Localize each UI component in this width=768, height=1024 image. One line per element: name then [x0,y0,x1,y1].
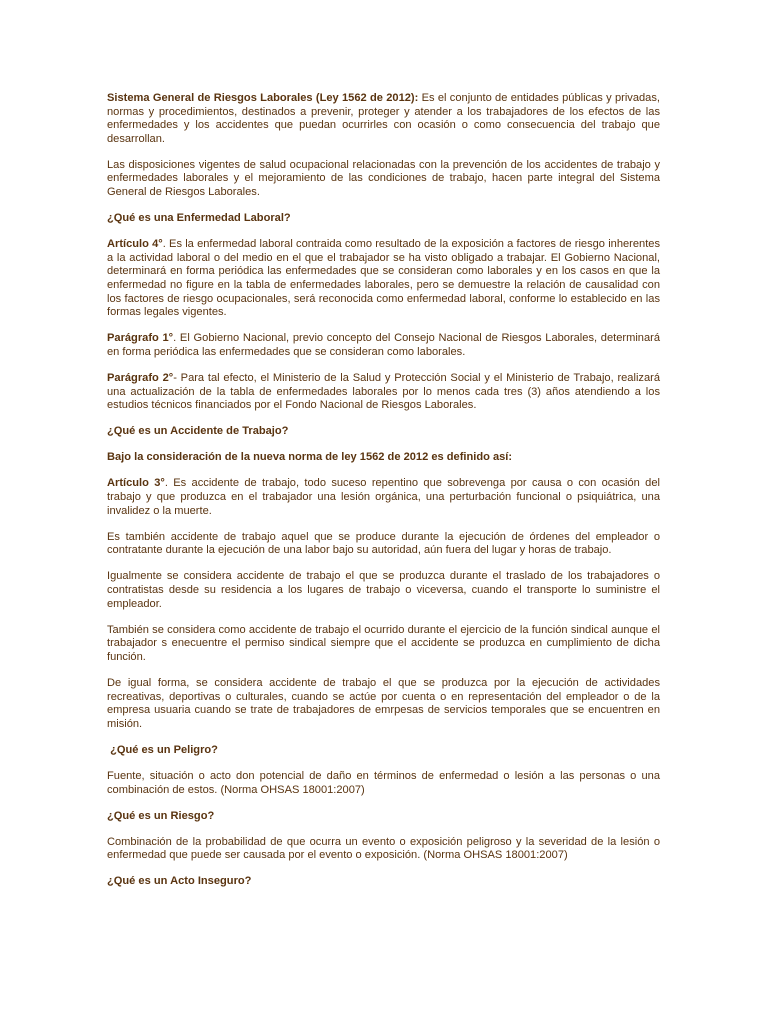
articulo-4-paragraph [107,238,660,320]
articulo-3-paragraph [107,477,660,518]
accidente-subheading: Bajo la consideración de la nueva norma de ley 1562 de 2012 es definido así: [107,451,513,464]
articulo-4-label: Artículo 4° [107,238,163,251]
articulo-3-text: . Es accidente de trabajo, todo suceso repentino que sobrevenga por causa o con ocasión del trabajo y que produzca en el trabajador una lesión orgánica, una perturbación funcional o psiquiátrica, una invalidez o la muerte. [107,477,660,517]
accidente-paragraph-2: Igualmente se considera accidente de trabajo el que se produzca durante el traslado de los trabajadores o contratistas desde su residencia a los lugares de trabajo o viceversa, cuando el transporte lo suministre el empleador. [107,570,660,610]
articulo-4-text: . Es la enfermedad laboral contraida como resultado de la exposición a factores de riesgo inherentes a la actividad laboral o del medio en el que el trabajador se ha visto obligado a trabajar. El Gobierno Nacional, determinará en forma periódica las enfermedades que se consideran como laborales y en los casos en que la enfermedad no figure en la tabla de enfermedades laborales, pero se demuestre la relación de causalidad con los factores de riesgo ocupacionales, será reconocida como enfermedad laboral, conforme lo establecido en las formas legales vigentes. [107,238,660,319]
paragrafo-1-paragraph [107,332,660,359]
paragrafo-2-paragraph [107,372,660,413]
riesgo-heading: ¿Qué es un Riesgo? [107,809,215,822]
accidente-paragraph-1: Es también accidente de trabajo aquel que se produce durante la ejecución de órdenes del empleador o contratante durante la ejecución de una labor bajo su autoridad, aún fuera del lugar y horas de trabajo. [107,530,660,557]
accidente-heading: ¿Qué es un Accidente de Trabajo? [107,425,289,438]
peligro-paragraph: Fuente, situación o acto don potencial de daño en términos de enfermedad o lesión a las personas o una combinación de estos. (Norma OHSAS 18001:2007) [107,769,660,796]
articulo-3-label: Artículo 3° [107,477,165,490]
paragrafo-2-text: - Para tal efecto, el Ministerio de la Salud y Protección Social y el Ministerio de Trabajo, realizará una actualización de la tabla de enfermedades laborales por lo menos cada tres (3) años atendiendo a los estudios técnicos financiados por el Fondo Nacional de Riesgos Laborales. [107,372,660,412]
acto-inseguro-heading: ¿Qué es un Acto Inseguro? [107,875,252,888]
accidente-paragraph-3: También se considera como accidente de trabajo el ocurrido durante el ejercicio de la función sindical aunque el trabajador s enecuentre el permiso sindical siempre que el accidente se produzca en cumplimiento de dicha función. [107,623,660,663]
peligro-heading: ¿Qué es un Peligro? [107,743,218,756]
document-page [107,92,660,902]
accidente-paragraph-4: De igual forma, se considera accidente de trabajo el que se produzca por la ejecución de actividades recreativas, deportivas o culturales, cuando se actúe por cuenta o en representación del empleador o de la empresa usuaria cuando se trate de trabajadores de emrpesas de servicios temporales que se encuentren en misión. [107,677,660,730]
disposiciones-paragraph: Las disposiciones vigentes de salud ocupacional relacionadas con la prevención de los accidentes de trabajo y enfermedades laborales y el mejoramiento de las condiciones de trabajo, hacen parte integral del Sistema General de Riesgos Laborales. [107,158,660,199]
intro-term: Sistema General de Riesgos Laborales (Ley 1562 de 2012): [107,92,419,104]
paragrafo-2-label: Parágrafo 2° [107,372,174,384]
riesgo-paragraph: Combinación de la probabilidad de que ocurra un evento o exposición peligroso y la severidad de la lesión o enfermedad que puede ser causada por el evento o exposición. (Norma OHSAS 18001:2007) [107,835,660,862]
intro-paragraph [107,92,660,146]
intro-text: Es el conjunto de entidades públicas y privadas, normas y procedimientos, destinados a prevenir, proteger y atender a los trabajadores de los efectos de las enfermedades y los accidentes que puedan ocurrirles con ocasión o como consecuencia del trabajo que desarrollan. [107,92,660,145]
enfermedad-heading: ¿Qué es una Enfermedad Laboral? [107,212,291,225]
paragrafo-1-text: . El Gobierno Nacional, previo concepto del Consejo Nacional de Riesgos Laborales, determinará en forma periódica las enfermedades que se consideran como laborales. [107,332,660,358]
paragrafo-1-label: Parágrafo 1° [107,332,174,345]
